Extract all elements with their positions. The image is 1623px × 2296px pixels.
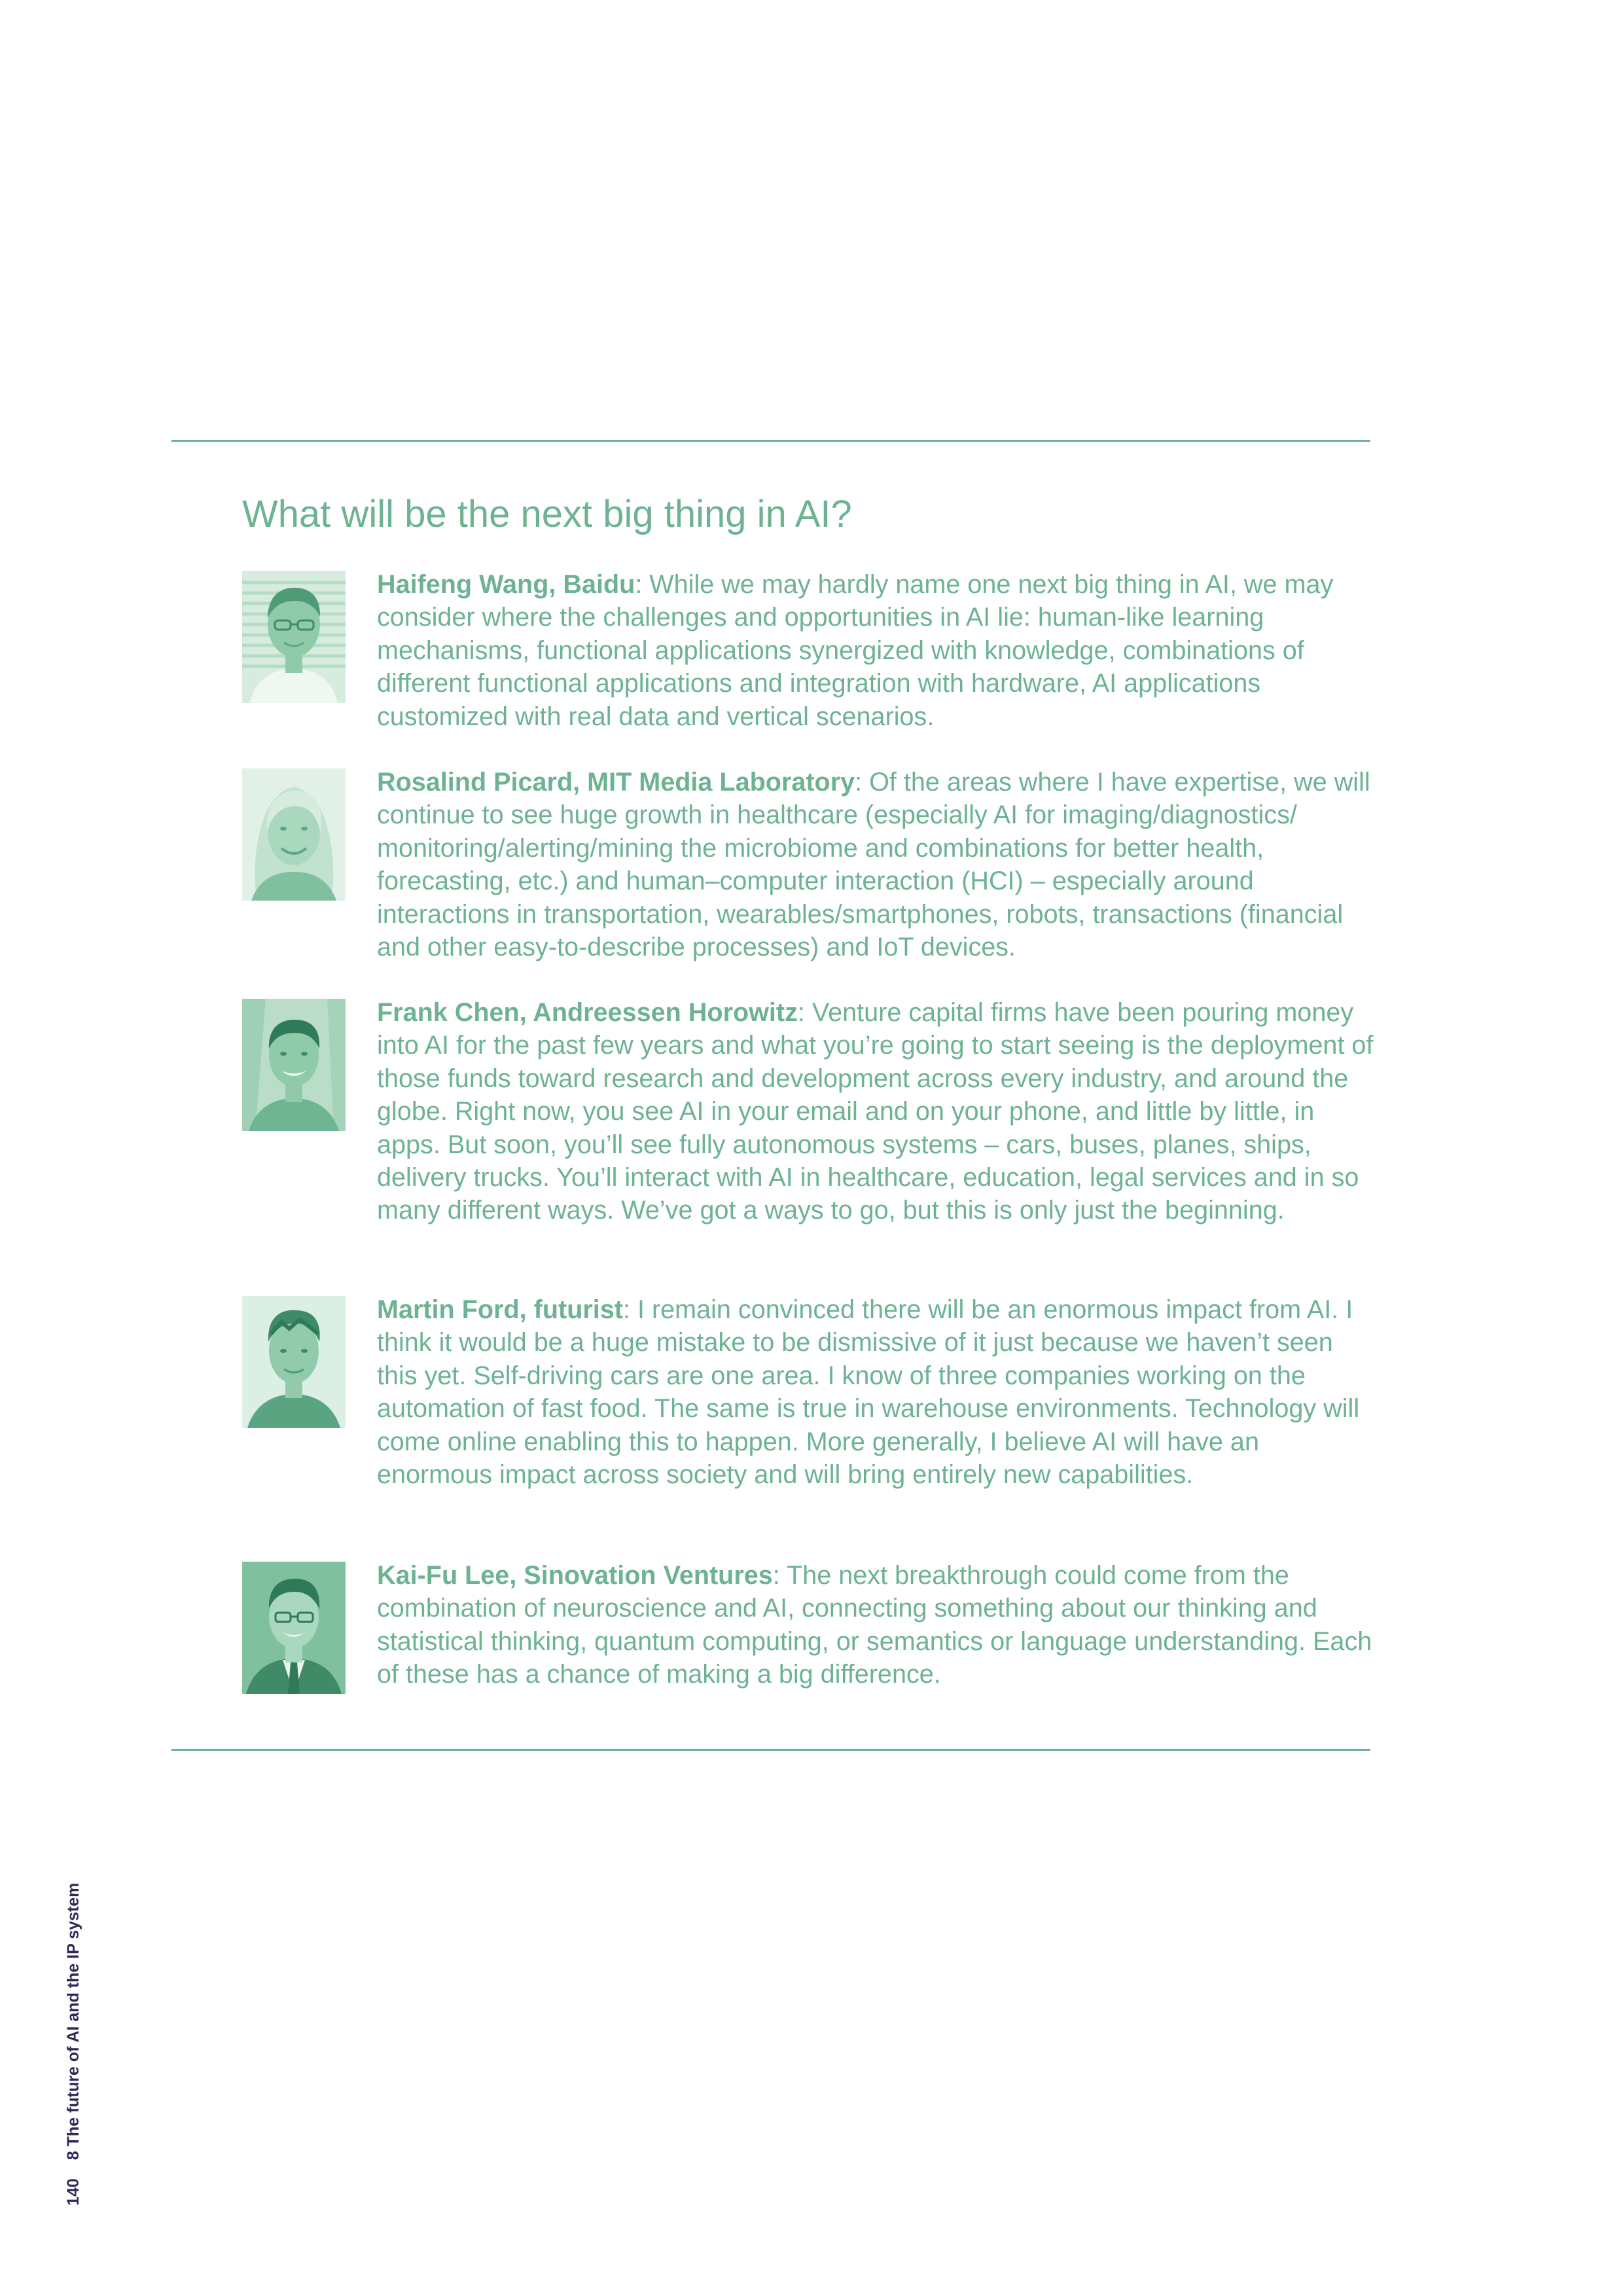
bottom-rule — [171, 1749, 1370, 1751]
quote-text — [377, 1293, 1378, 1491]
portrait-photo-kai-fu-lee — [242, 1562, 346, 1694]
speaker-name: Rosalind Picard, MIT Media Laboratory — [377, 768, 855, 797]
speaker-name: Haifeng Wang, Baidu — [377, 570, 635, 599]
quote-body: : I remain convinced there will be an enormous impact from AI. I think it would be a huge mistake to be dismissive of it just because we haven’t seen this yet. Self-driving cars are one area. I know of three companies working on the automation of fast food. The same is true in warehouse environments. Technology will come online enabling this to happen. More generally, I believe AI will have an enormous impact across society and will bring entirely new capabilities. — [377, 1295, 1360, 1490]
chapter-title: 8 The future of AI and the IP system — [64, 1882, 82, 2161]
speaker-name: Frank Chen, Andreessen Horowitz — [377, 998, 798, 1027]
speaker-name: Kai-Fu Lee, Sinovation Ventures — [377, 1561, 773, 1590]
quote-text — [377, 568, 1378, 733]
quote-body: : While we may hardly name one next big thing in AI, we may consider where the challenges and opportunities in AI lie: human-like learning mechanisms, functional applications synergized with knowledge, combinations of different functional applications and integration with hardware, AI applications customized with real data and vertical scenarios. — [377, 570, 1334, 731]
speaker-name: Martin Ford, futurist — [377, 1295, 623, 1324]
quote-body: : Of the areas where I have expertise, we will continue to see huge growth in healthcare (especially AI for imaging/​diagnostics/​monitoring/​alerting/​mining the microbiome and combinations for better health, forecasting, etc.) and human–computer interaction (HCI) – especially around interactions in transportation, wearables/smartphones, robots, transactions (financial and other easy-to-describe processes) and IoT devices. — [377, 768, 1370, 962]
quote-text — [377, 996, 1378, 1227]
running-head — [60, 1813, 86, 2206]
portrait-photo-martin-ford — [242, 1296, 346, 1428]
top-rule — [171, 440, 1370, 442]
quote-text — [377, 1559, 1378, 1691]
portrait-photo-frank-chen — [242, 999, 346, 1131]
portrait-photo-haifeng-wang — [242, 571, 346, 703]
section-title: What will be the next big thing in AI? — [242, 493, 852, 535]
portrait-photo-rosalind-picard — [242, 768, 346, 901]
quote-body: : Venture capital firms have been pouring money into AI for the past few years and what you’re going to start seeing is the deployment of those funds toward research and development across every industry, and around the globe. Right now, you see AI in your email and on your phone, and little by little, in apps. But soon, you’ll see fully autonomous systems – cars, buses, planes, ships, delivery trucks. You’ll interact with AI in healthcare, education, legal services and in so many different ways. We’ve got a ways to go, but this is only just the beginning. — [377, 998, 1374, 1225]
quote-text — [377, 766, 1378, 963]
page-number: 140 — [64, 2178, 82, 2206]
quote-body: : The next breakthrough could come from the combination of neuroscience and AI, connecting something about our thinking and statistical thinking, quantum computing, or semantics or language understanding. Each of these has a chance of making a big difference. — [377, 1561, 1372, 1689]
